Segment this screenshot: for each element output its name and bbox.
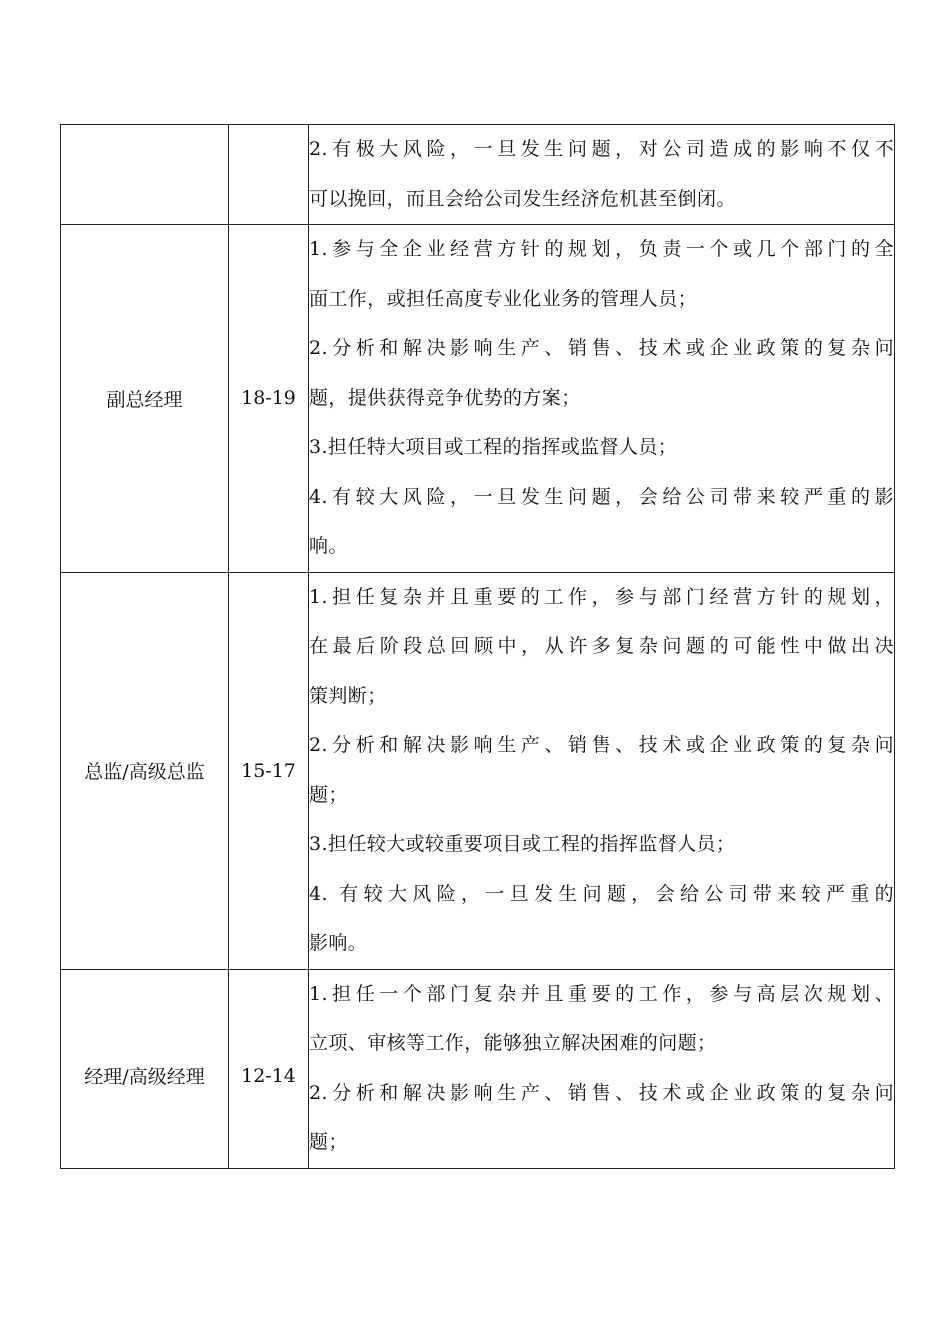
description-line: 4.有较大风险，一旦发生问题，会给公司带来较严重的影: [309, 485, 894, 508]
grade-range-cell: 18-19: [229, 225, 309, 573]
description-line: 3.担任较大或较重要项目或工程的指挥监督人员；: [309, 833, 736, 855]
description-line: 3.担任特大项目或工程的指挥或监督人员；: [309, 436, 678, 458]
position-title-cell: 总监/高级总监: [61, 572, 229, 969]
table-row: [61, 572, 895, 969]
duty-description-cell: [309, 969, 895, 1168]
description-line: 4. 有较大风险，一旦发生问题，会给公司带来较严重的: [309, 882, 894, 905]
description-line: 可以挽回，而且会给公司发生经济危机甚至倒闭。: [309, 187, 736, 210]
description-line: 立项、审核等工作，能够独立解决困难的问题；: [309, 1032, 717, 1054]
position-title: 经理/高级经理: [84, 1066, 205, 1088]
position-title-cell: [61, 125, 229, 225]
description-line: 2.分析和解决影响生产、销售、技术或企业政策的复杂问: [309, 734, 894, 756]
description-line: 策判断；: [309, 684, 387, 707]
description-line: 面工作，或担任高度专业化业务的管理人员；: [309, 287, 698, 310]
description-line: 影响。: [309, 932, 368, 954]
description-line: 题；: [309, 1131, 348, 1153]
table-row: [61, 125, 895, 225]
description-line: 2.有极大风险，一旦发生问题，对公司造成的影响不仅不: [309, 138, 894, 160]
description-line: 在最后阶段总回顾中，从许多复杂问题的可能性中做出决: [309, 635, 894, 657]
duty-description-cell: [309, 125, 895, 225]
description-line: 1.参与全企业经营方针的规划，负责一个或几个部门的全: [309, 238, 894, 260]
duty-description-cell: [309, 225, 895, 573]
position-title-cell: 副总经理: [61, 225, 229, 573]
grade-range-cell: [229, 125, 309, 225]
duty-description-cell: [309, 572, 895, 969]
description-line: 2.分析和解决影响生产、销售、技术或企业政策的复杂问: [309, 337, 894, 359]
description-line: 2.分析和解决影响生产、销售、技术或企业政策的复杂问: [309, 1081, 894, 1104]
table-row: [61, 225, 895, 573]
table-row: [61, 969, 895, 1168]
grade-range-cell: [229, 969, 309, 1168]
position-grade-table: [60, 124, 895, 1169]
description-line: 题，提供获得竞争优势的方案；: [309, 386, 581, 409]
description-line: 1.担任复杂并且重要的工作，参与部门经营方针的规划，: [309, 585, 894, 608]
grade-range-cell: 15-17: [229, 572, 309, 969]
grade-range: 12-14: [241, 1064, 296, 1087]
description-line: 题；: [309, 783, 348, 806]
position-title-cell: [61, 969, 229, 1168]
description-line: 响。: [309, 535, 348, 557]
description-line: 1.担任一个部门复杂并且重要的工作，参与高层次规划、: [309, 982, 894, 1005]
